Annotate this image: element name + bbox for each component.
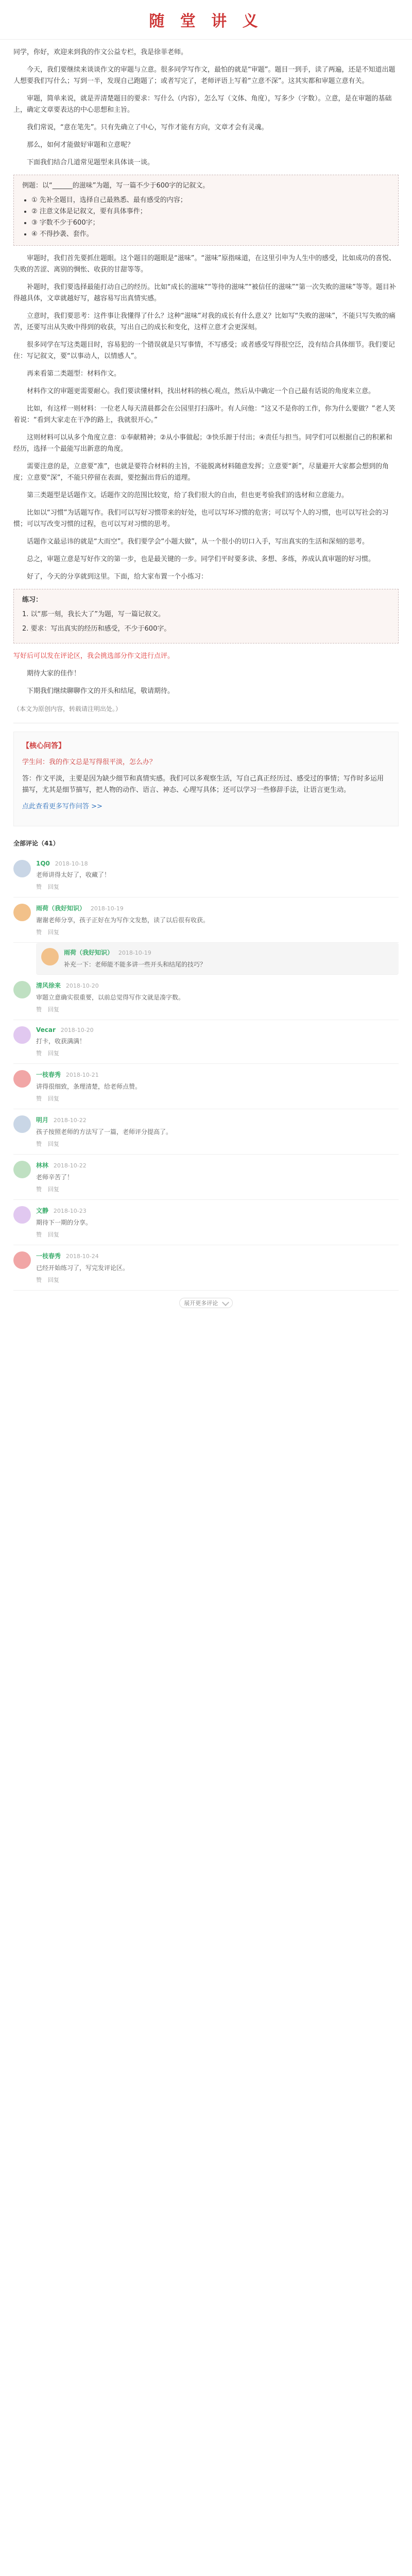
comment-body: [36, 1251, 399, 1284]
comment-time: 2018-10-22: [53, 1117, 87, 1124]
qa-section: [0, 732, 412, 826]
site-header: [0, 0, 412, 40]
comment-text: 打卡，收获满满！: [36, 1038, 86, 1045]
body-paragraph: 总之，审题立意是写好作文的第一步，也是最关键的一步。同学们平时要多读、多想、多练，养成认真审题的好习惯。: [27, 555, 375, 563]
reply-button[interactable]: 回复: [48, 1050, 59, 1057]
article: [0, 40, 412, 723]
qa-answer: 答：作文平淡，主要是因为缺少细节和真情实感。我们可以多观察生活，写自己真正经历过、感受过的事情；写作时多运用描写，尤其是细节描写，把人物的动作、语言、神态、心理写具体；还可以学习一些修辞手法，让语言更生动。: [22, 775, 384, 794]
comment-author[interactable]: 林林: [36, 1162, 49, 1169]
comment-body: [36, 1206, 399, 1239]
comment-body: [36, 860, 399, 891]
body-paragraph: 话题作文最忌讳的就是“大而空”。我们要学会“小题大做”，从一个很小的切口入手，写出真实的生活和深刻的思考。: [27, 538, 369, 546]
comment-time: 2018-10-22: [53, 1162, 87, 1169]
comment-author[interactable]: 雨荷（我好知识）: [36, 905, 86, 912]
comment-body: [36, 1115, 399, 1148]
highlight-line: 写好后可以发在评论区，我会挑选部分作文进行点评。: [13, 652, 175, 660]
comment-text: 期待下一期的分享。: [36, 1219, 92, 1226]
comment-time: 2018-10-18: [55, 860, 88, 867]
like-button[interactable]: 赞: [36, 884, 42, 890]
comment-author[interactable]: 文静: [36, 1207, 49, 1214]
example-item: • ① 先补全题目，选择自己最熟悉、最有感受的内容；: [31, 195, 390, 206]
avatar[interactable]: [13, 904, 31, 921]
qa-more-link[interactable]: 点此查看更多写作问答 >>: [22, 803, 102, 810]
exercise-item: 2. 要求：写出真实的经历和感受，不少于600字。: [22, 625, 171, 633]
comment-text: 已经开始练习了，写完发评论区。: [36, 1264, 129, 1272]
comment-item: [13, 1245, 399, 1291]
example-quote-box: [13, 175, 399, 246]
more-comments-row: [13, 1291, 399, 1315]
comment-body: [36, 904, 399, 936]
article-paragraphs: [13, 64, 399, 168]
reply-button[interactable]: 回复: [48, 1141, 59, 1147]
comment-item: [13, 897, 399, 943]
like-button[interactable]: 赞: [36, 1050, 42, 1057]
like-button[interactable]: 赞: [36, 1141, 42, 1147]
exercise-box: [13, 589, 399, 643]
like-button[interactable]: 赞: [36, 1006, 42, 1013]
avatar[interactable]: [13, 1026, 31, 1044]
comment-actions: [36, 1094, 399, 1103]
body-paragraph: 材料作文的审题更需要耐心。我们要读懂材料，找出材料的核心观点，然后从中确定一个自己最有话说的角度来立意。: [27, 387, 375, 395]
comment-item: [13, 1064, 399, 1109]
comment-text: 孩子按照老师的方法写了一篇，老师评分提高了。: [36, 1128, 173, 1136]
comments-section: [0, 826, 412, 1331]
reply-button[interactable]: 回复: [48, 1231, 59, 1238]
reply-button[interactable]: 回复: [48, 1186, 59, 1193]
comment-text: 老师讲得太好了，收藏了！: [36, 871, 111, 878]
avatar[interactable]: [13, 1070, 31, 1088]
avatar[interactable]: [13, 1206, 31, 1224]
more-comments-button[interactable]: [179, 1298, 233, 1308]
like-button[interactable]: 赞: [36, 929, 42, 936]
comment-body: [64, 948, 393, 969]
example-item: • ③ 字数不少于600字；: [31, 217, 390, 229]
comment-author[interactable]: 雨荷（我好知识）: [64, 949, 114, 956]
site-logo[interactable]: 随 堂 讲 义: [149, 12, 263, 30]
example-item: • ④ 不得抄袭、套作。: [31, 229, 390, 240]
chevron-down-icon: [222, 1299, 229, 1306]
comment-text: 谢谢老师分享，孩子正好在为写作文发愁，读了以后很有收获。: [36, 917, 210, 924]
like-button[interactable]: 赞: [36, 1095, 42, 1102]
example-title: 例题：以“______的滋味”为题，写一篇不少于600字的记叙文。: [22, 182, 210, 190]
article-paragraph: 下面我们结合几道常见题型来具体谈一谈。: [27, 159, 154, 166]
reply-button[interactable]: 回复: [48, 1006, 59, 1013]
comment-text: 老师辛苦了！: [36, 1174, 74, 1181]
article-body: [13, 253, 399, 583]
body-paragraph: 这则材料可以从多个角度立意：①奉献精神；②从小事做起；③快乐源于付出；④责任与担当。同学们可以根据自己的积累和经历，选择一个最能写出新意的角度。: [13, 434, 392, 453]
like-button[interactable]: 赞: [36, 1277, 42, 1283]
comment-time: 2018-10-24: [65, 1253, 99, 1260]
reply-button[interactable]: 回复: [48, 929, 59, 936]
bottom-spacer: [13, 1315, 399, 1331]
comment-actions: [36, 1005, 399, 1013]
avatar[interactable]: [13, 981, 31, 998]
body-paragraph: 审题时，我们首先要抓住题眼。这个题目的题眼是“滋味”。“滋味”原指味道，在这里引申为人生中的感受，比如成功的喜悦、失败的苦涩、离别的惆怅、收获的甘甜等等。: [13, 255, 396, 274]
comment-author[interactable]: 1Q0: [36, 860, 50, 867]
qa-box: [13, 732, 399, 826]
exercise-title: 练习：: [22, 596, 43, 604]
exercise-item: 1. 以“那一刻，我长大了”为题，写一篇记叙文。: [22, 611, 165, 618]
qa-title: 【核心问答】: [22, 742, 65, 750]
copyright-note: （本文为原创内容，转载请注明出处。）: [13, 705, 122, 713]
article-paragraph: 今天，我们要继续来谈谈作文的审题与立意。很多同学写作文，最怕的就是“审题”。题目一到手，读了两遍，还是不知道出题人想要我们写什么；写到一半，发现自己跑题了；或者写完了，老师评语上写着“立意不深”。这其实都和审题立意有关。: [13, 66, 396, 85]
example-item: • ② 注意文体是记叙文，要有具体事件；: [31, 206, 390, 217]
comment-body: [36, 1161, 399, 1193]
closing-line: 期待大家的佳作！: [27, 670, 81, 677]
comment-body: [36, 981, 399, 1013]
body-paragraph: 需要注意的是，立意要“准”，也就是要符合材料的主旨，不能脱离材料随意发挥；立意要“新”，尽量避开大家都会想到的角度；立意要“深”，不能只停留在表面，要挖掘出背后的道理。: [13, 463, 389, 482]
like-button[interactable]: 赞: [36, 1231, 42, 1238]
reply-button[interactable]: 回复: [48, 1095, 59, 1102]
reply-button[interactable]: 回复: [48, 1277, 59, 1283]
body-paragraph: 立意时，我们要思考：这件事让我懂得了什么？这种“滋味”对我的成长有什么意义？比如写“失败的滋味”，不能只写失败的痛苦，还要写出从失败中得到的收获，写出自己的成长和变化，这样立意才会更深刻。: [13, 312, 396, 331]
body-paragraph: 很多同学在写这类题目时，容易犯的一个错误就是只写事情，不写感受；或者感受写得很空泛，没有结合具体细节。我们要记住：写记叙文，要“以事动人，以情感人”。: [13, 341, 396, 360]
comment-author[interactable]: 明月: [36, 1116, 49, 1124]
comment-text: 讲得很细致，条理清楚，给老师点赞。: [36, 1083, 142, 1090]
comment-item: [13, 1109, 399, 1155]
avatar[interactable]: [13, 860, 31, 877]
comment-author[interactable]: 一枝春秀: [36, 1252, 61, 1260]
comment-author[interactable]: 清风徐来: [36, 982, 61, 989]
comment-body: [36, 1070, 399, 1103]
example-items: [22, 195, 390, 240]
body-paragraph: 比如，有这样一则材料：一位老人每天清晨都会在公园里打扫落叶。有人问他：“这又不是你的工作，你为什么要做？”老人笑着说：“看到大家走在干净的路上，我就很开心。”: [13, 405, 396, 424]
article-paragraph: 那么，如何才能做好审题和立意呢？: [27, 141, 134, 149]
more-comments-label: 展开更多评论: [184, 1300, 218, 1307]
body-paragraph: 好了，今天的分享就到这里。下面，给大家布置一个小练习：: [27, 573, 208, 581]
comment-actions: [36, 928, 399, 936]
comment-time: 2018-10-23: [53, 1208, 87, 1214]
comment-item: [13, 854, 399, 897]
comment-time: 2018-10-20: [60, 1027, 94, 1033]
comment-body: [36, 1026, 399, 1057]
closing-line: 下期我们继续聊聊作文的开头和结尾，敬请期待。: [27, 687, 175, 695]
body-paragraph: 再来看第二类题型：材料作文。: [27, 370, 121, 378]
comment-author[interactable]: Vecar: [36, 1026, 56, 1033]
comment-time: 2018-10-20: [65, 982, 99, 989]
article-paragraph: 审题，简单来说，就是弄清楚题目的要求：写什么（内容），怎么写（文体、角度），写多少（字数）。立意，是在审题的基础上，确定文章要表达的中心思想和主旨。: [13, 95, 392, 114]
qa-question: 学生问：我的作文总是写得很平淡，怎么办？: [22, 758, 157, 766]
comment-author[interactable]: 一枝春秀: [36, 1071, 61, 1078]
avatar[interactable]: [13, 1115, 31, 1133]
avatar[interactable]: [13, 1251, 31, 1269]
body-paragraph: 比如以“习惯”为话题写作。我们可以写好习惯带来的好处，也可以写坏习惯的危害；可以写个人的习惯，也可以写社会的习惯；可以写改变习惯的过程，也可以写对习惯的思考。: [13, 509, 389, 528]
comment-actions: [36, 1276, 399, 1284]
comment-item: [13, 1020, 399, 1064]
comment-item: [13, 1200, 399, 1245]
reply-button[interactable]: 回复: [48, 884, 59, 890]
comment-actions: [36, 883, 399, 891]
body-paragraph: 补题时，我们要选择最能打动自己的经历。比如“成长的滋味”“等待的滋味”“被信任的滋味”“第一次失败的滋味”等等。题目补得越具体，文章就越好写，越容易写出真情实感。: [13, 283, 396, 302]
avatar[interactable]: [41, 948, 59, 965]
comment-time: 2018-10-21: [65, 1072, 99, 1078]
comment-actions: [36, 1185, 399, 1193]
comment-text: 审题立意确实很重要，以前总觉得写作文就是凑字数。: [36, 994, 185, 1001]
comment-text: 补充一下：老师能不能多讲一些开头和结尾的技巧？: [64, 961, 207, 968]
comment-item: [13, 975, 399, 1020]
like-button[interactable]: 赞: [36, 1186, 42, 1193]
comments-title: 全部评论（41）: [13, 840, 59, 847]
comment-reply: [36, 943, 399, 975]
comment-actions: [36, 1230, 399, 1239]
avatar[interactable]: [13, 1161, 31, 1178]
article-intro: 同学，你好，欢迎来到我的作文公益专栏，我是徐菲老师。: [13, 48, 188, 56]
comment-actions: [36, 1049, 399, 1057]
comment-actions: [36, 1140, 399, 1148]
article-paragraph: 我们常说，“意在笔先”。只有先确立了中心，写作才能有方向，文章才会有灵魂。: [27, 124, 268, 131]
body-paragraph: 第三类题型是话题作文。话题作文的范围比较宽，给了我们很大的自由，但也更考验我们的选材和立意能力。: [27, 492, 349, 499]
comment-item: [13, 1155, 399, 1200]
comment-time: 2018-10-19: [118, 950, 151, 956]
comment-time: 2018-10-19: [90, 905, 124, 912]
